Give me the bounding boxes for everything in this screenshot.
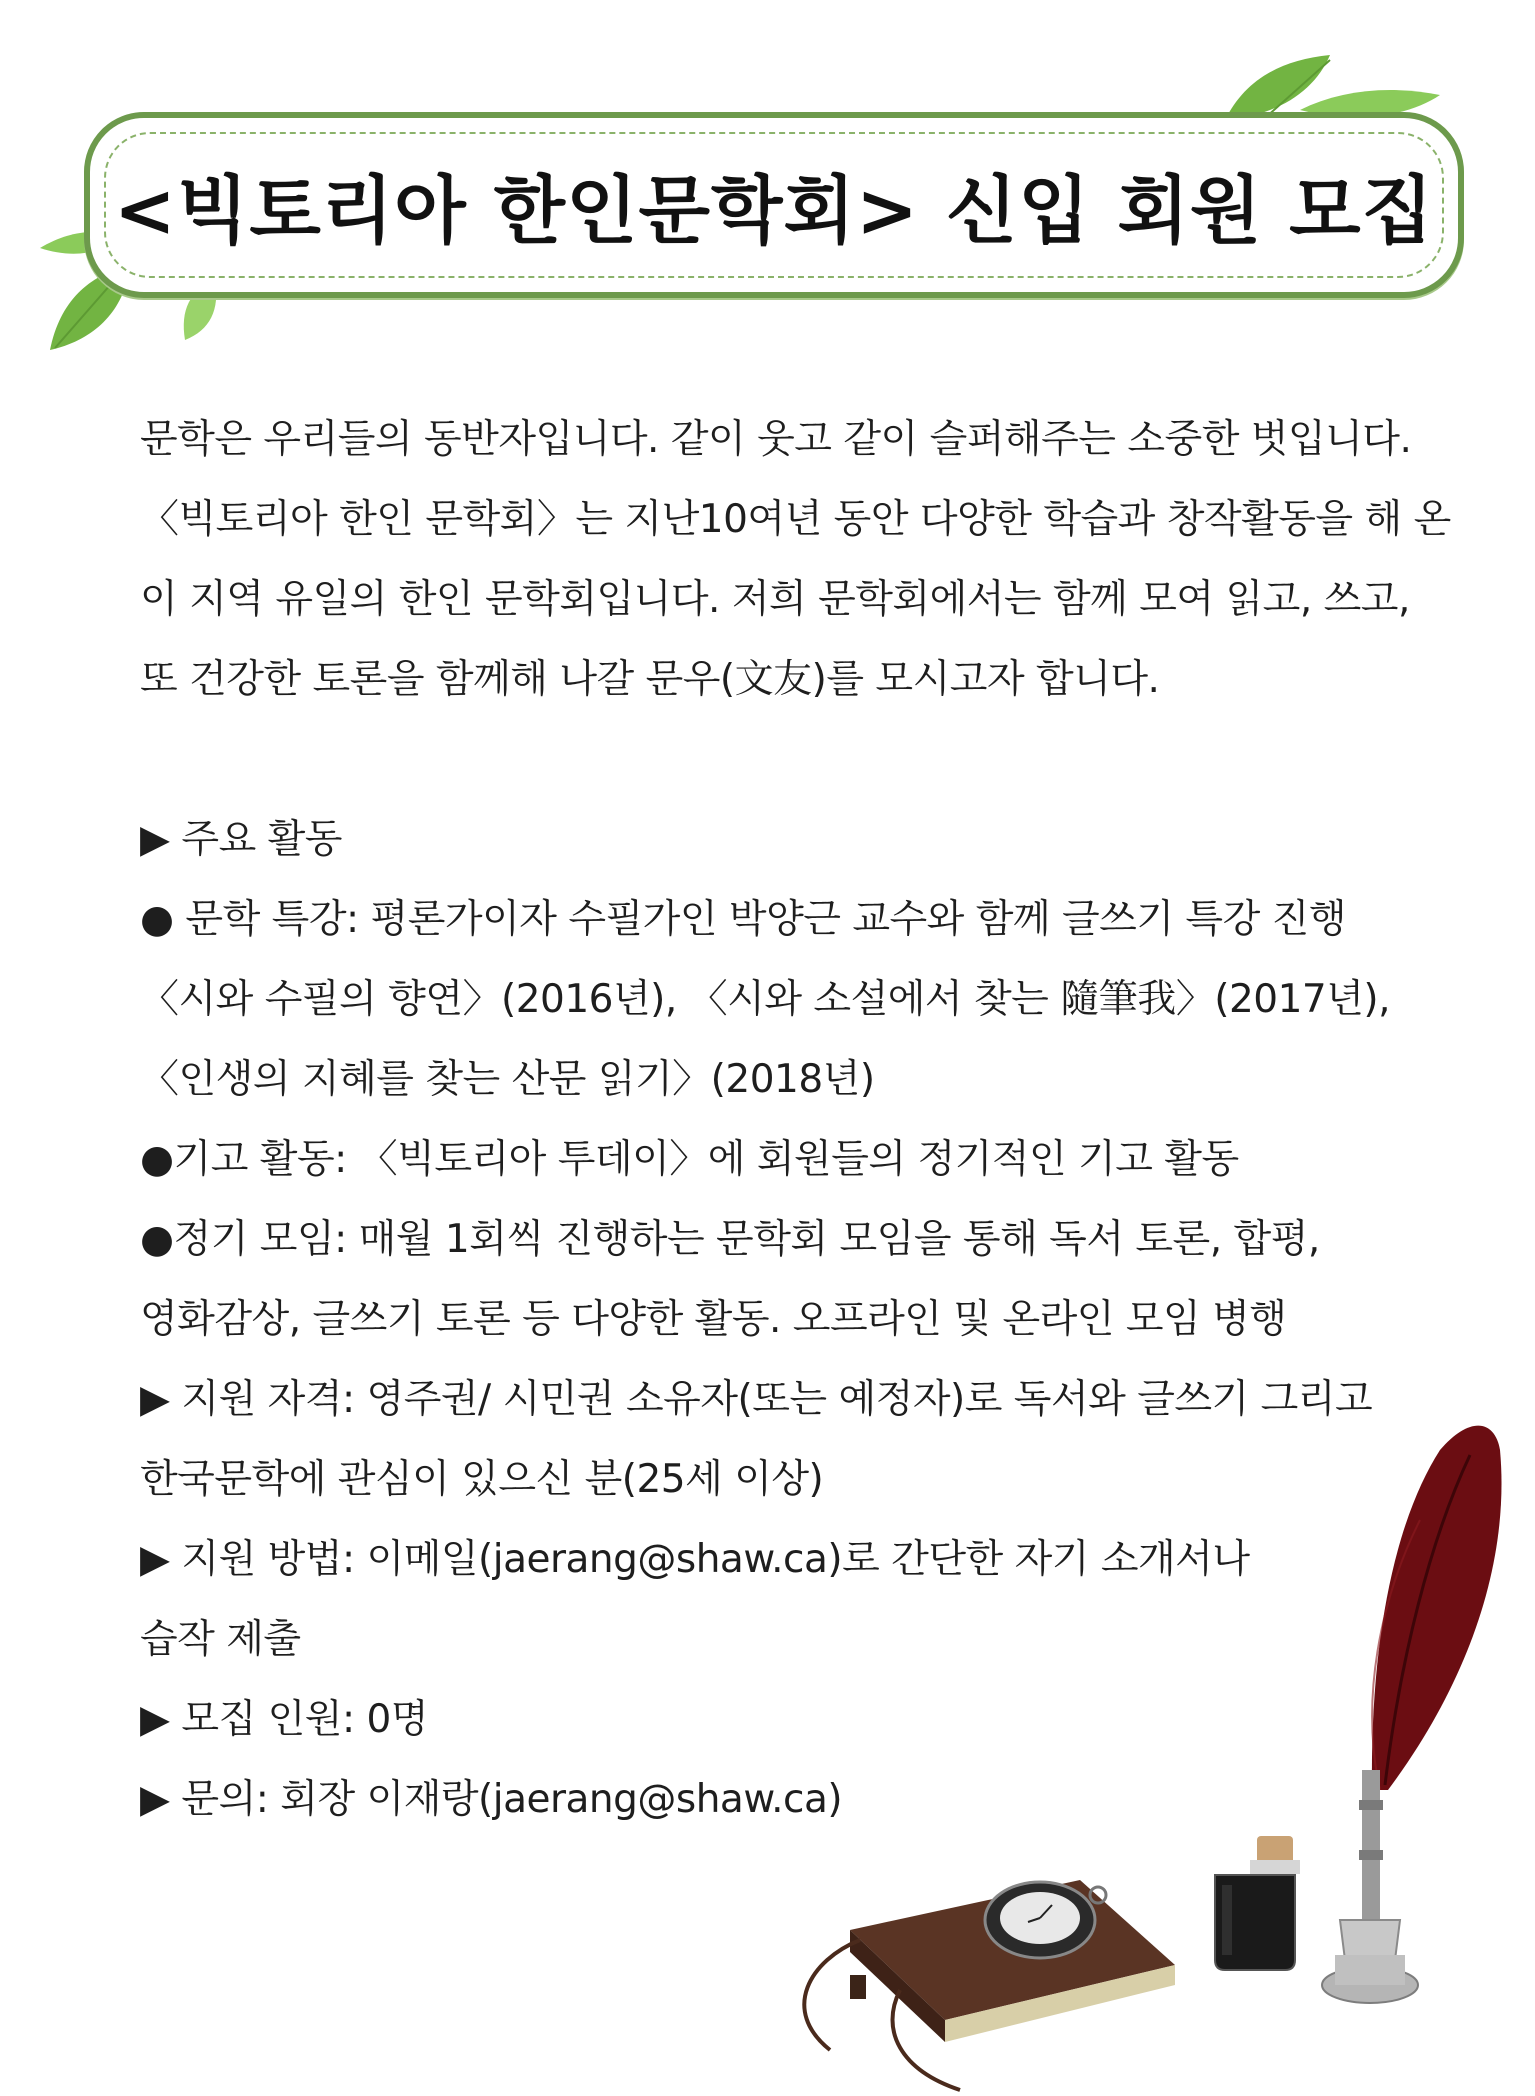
intro-line: 〈빅토리아 한인 문학회〉는 지난10여년 동안 다양한 학습과 창작활동을 해 온 <box>140 497 1451 542</box>
method-item: 습작 제출 <box>140 1617 301 1662</box>
leather-book-icon <box>804 1880 1175 2090</box>
activities-heading: ▶ 주요 활동 <box>140 817 342 862</box>
intro-line: 문학은 우리들의 동반자입니다. 같이 웃고 같이 슬퍼해주는 소중한 벗입니다. <box>140 417 1412 462</box>
contact-item: ▶ 문의: 회장 이재랑(jaerang@shaw.ca) <box>140 1777 843 1822</box>
method-item: ▶ 지원 방법: 이메일(jaerang@shaw.ca)로 간단한 자기 소개서나 <box>140 1537 1250 1582</box>
intro-line: 또 건강한 토론을 함께해 나갈 문우(文友)를 모시고자 합니다. <box>140 657 1160 702</box>
notice-body <box>140 400 1460 1840</box>
intro-line: 이 지역 유일의 한인 문학회입니다. 저희 문학회에서는 함께 모여 읽고, 쓰고, <box>140 577 1410 622</box>
contribution-item: ●기고 활동: 〈빅토리아 투데이〉에 회원들의 정기적인 기고 활동 <box>140 1137 1239 1182</box>
pocket-watch-icon <box>985 1882 1106 1958</box>
meeting-item: ●정기 모임: 매월 1회씩 진행하는 문학회 모임을 통해 독서 토론, 합평, <box>140 1217 1320 1262</box>
recruits-item: ▶ 모집 인원: 0명 <box>140 1697 429 1742</box>
page-title: <빅토리아 한인문학회> 신입 회원 모집 <box>113 168 1435 254</box>
lecture-item: ● 문학 특강: 평론가이자 수필가인 박양근 교수와 함께 글쓰기 특강 진행 <box>140 897 1347 942</box>
meeting-item: 영화감상, 글쓰기 토론 등 다양한 활동. 오프라인 및 온라인 모임 병행 <box>140 1297 1287 1342</box>
eligibility-item: 한국문학에 관심이 있으신 분(25세 이상) <box>140 1457 824 1502</box>
eligibility-item: ▶ 지원 자격: 영주권/ 시민권 소유자(또는 예정자)로 독서와 글쓰기 그리고 <box>140 1377 1373 1422</box>
ink-bottle-icon <box>1215 1836 1300 1970</box>
title-banner <box>84 112 1464 298</box>
lecture-item: 〈인생의 지혜를 찾는 산문 읽기〉(2018년) <box>140 1057 875 1102</box>
lecture-item: 〈시와 수필의 향연〉(2016년), 〈시와 소설에서 찾는 隨筆我〉(2017년), <box>140 977 1390 1022</box>
